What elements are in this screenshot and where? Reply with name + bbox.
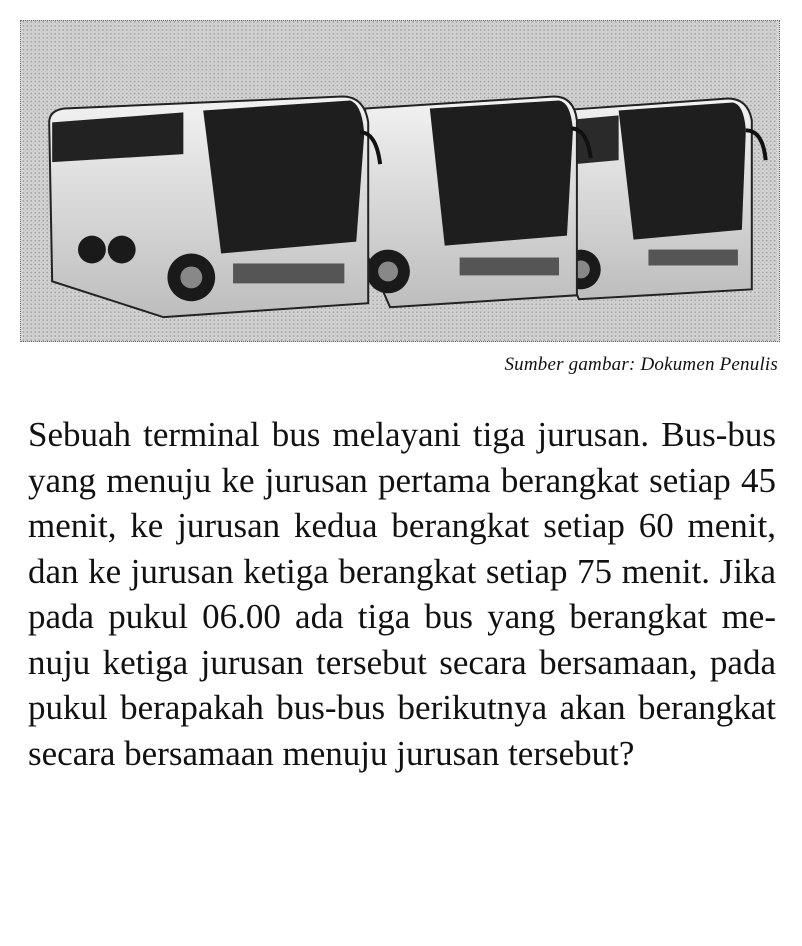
bus-photo bbox=[20, 20, 780, 342]
problem-text: Sebuah terminal bus melayani tiga jurusan. Bus-bus yang menuju ke jurusan pertama berangkat setiap 45 menit, ke jurusan kedua berangkat setiap 60 menit, dan ke jurusan ketiga berangkat setiap 75 menit. Jika pada pukul 06.00 ada tiga bus yang berangkat menuju ketiga jurusan tersebut secara bersamaan, pada pukul berapakah bus-bus berikutnya akan berangkat secara bersamaan menuju jurusan tersebut? bbox=[28, 415, 776, 773]
image-caption: Sumber gambar: Dokumen Penulis bbox=[504, 354, 778, 375]
bus-3 bbox=[559, 99, 766, 300]
bus-2 bbox=[365, 97, 591, 308]
bus-1 bbox=[49, 97, 380, 318]
